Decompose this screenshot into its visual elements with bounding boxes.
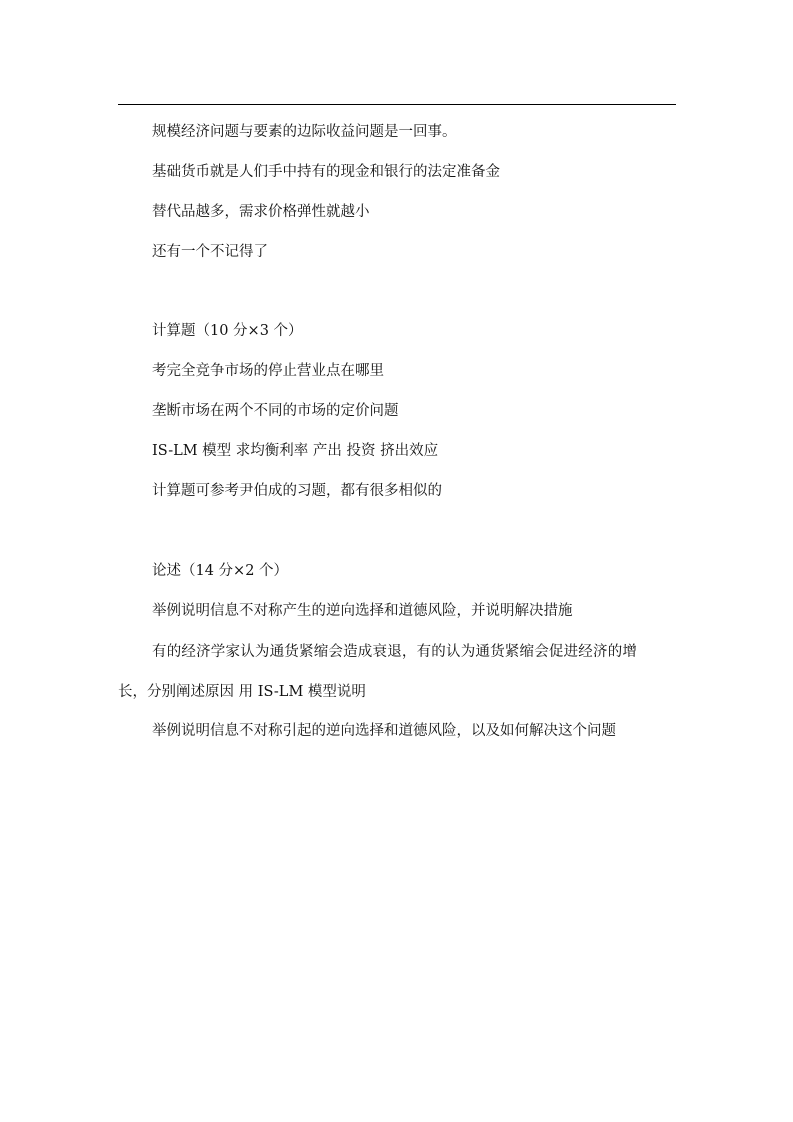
paragraph-base-money: 基础货币就是人们手中持有的现金和银行的法定准备金: [152, 164, 500, 180]
essay-item-deflation-line1: 有的经济学家认为通货紧缩会造成衰退，有的认为通货紧缩会促进经济的增: [152, 644, 638, 660]
calc-item-perfect-competition: 考完全竞争市场的停止营业点在哪里: [152, 363, 384, 379]
essay-item-asymmetric-info: 举例说明信息不对称产生的逆向选择和道德风险，并说明解决措施: [152, 603, 573, 619]
calc-item-is-lm: IS-LM 模型 求均衡利率 产出 投资 挤出效应: [152, 443, 439, 459]
essay-item-deflation-line2: 长，分别阐述原因 用 IS-LM 模型说明: [118, 684, 366, 700]
calc-item-reference: 计算题可参考尹伯成的习题，都有很多相似的: [152, 483, 442, 499]
calc-section-heading: 计算题（10 分×3 个）: [152, 323, 303, 339]
paragraph-economies-of-scale: 规模经济问题与要素的边际收益问题是一回事。: [152, 124, 457, 140]
header-rule: [118, 104, 676, 105]
essay-section-heading: 论述（14 分×2 个）: [152, 563, 289, 579]
calc-item-monopoly-pricing: 垄断市场在两个不同的市场的定价问题: [152, 403, 399, 419]
essay-item-asymmetric-info-solution: 举例说明信息不对称引起的逆向选择和道德风险，以及如何解决这个问题: [152, 723, 616, 739]
paragraph-substitutes: 替代品越多，需求价格弹性就越小: [152, 204, 370, 220]
paragraph-forgot-one: 还有一个不记得了: [152, 244, 268, 260]
